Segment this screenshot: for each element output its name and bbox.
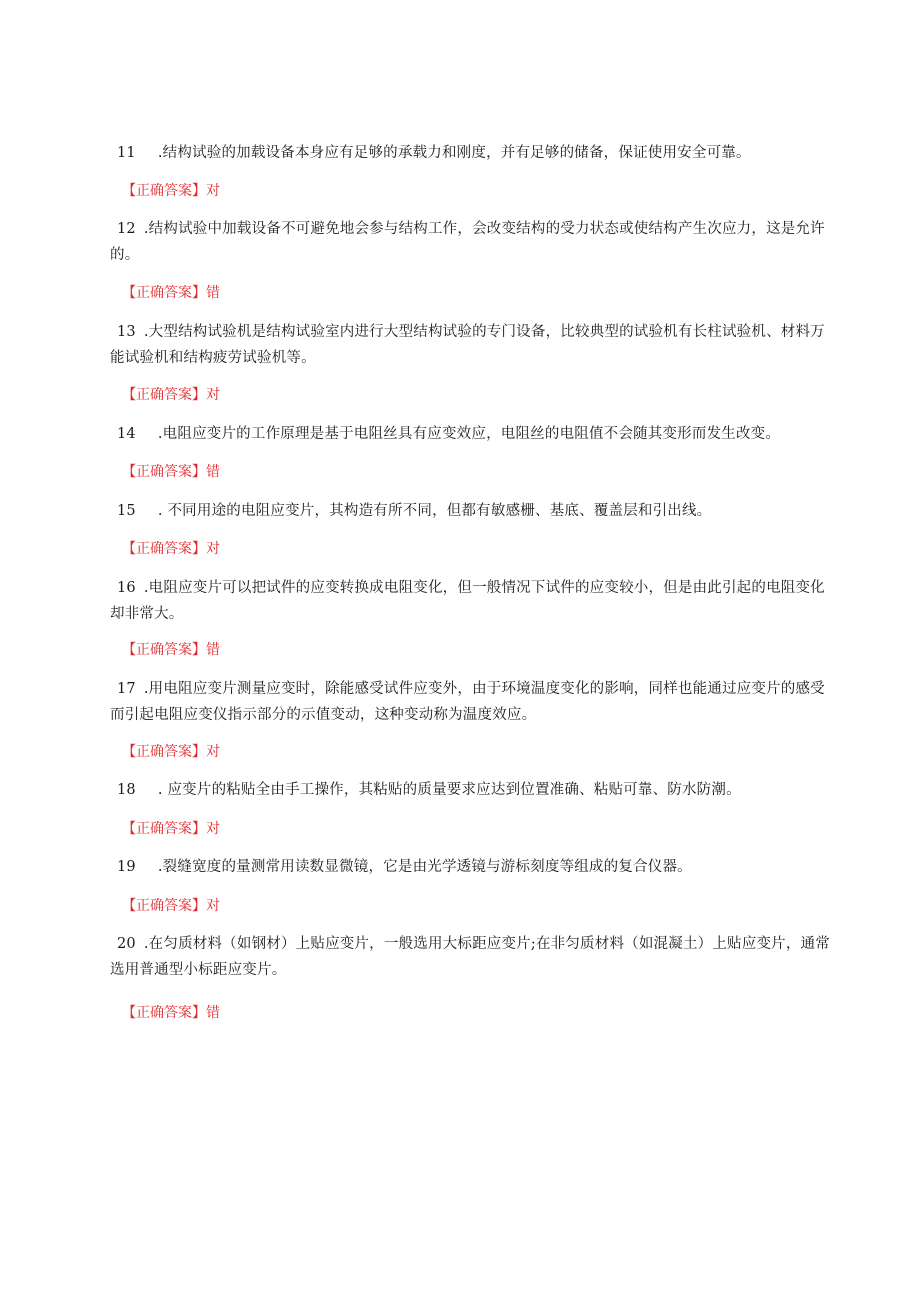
answer-label: 【正确答案】 xyxy=(122,744,206,760)
answer-label: 【正确答案】 xyxy=(122,541,206,557)
question-11 xyxy=(110,140,830,166)
question-number: 19 xyxy=(117,859,136,875)
answer-16 xyxy=(122,640,220,660)
answer-17 xyxy=(122,742,220,762)
question-15 xyxy=(110,498,830,524)
answer-value: 错 xyxy=(206,642,220,658)
question-12 xyxy=(110,216,830,268)
question-number: 18 xyxy=(117,782,136,798)
answer-19 xyxy=(122,896,220,916)
question-number: 17 xyxy=(117,681,136,697)
answer-value: 对 xyxy=(206,821,220,837)
answer-label: 【正确答案】 xyxy=(122,642,206,658)
answer-label: 【正确答案】 xyxy=(122,285,206,301)
question-number: 16 xyxy=(117,580,136,596)
question-20 xyxy=(110,931,830,983)
question-number: 13 xyxy=(117,324,136,340)
question-number: 14 xyxy=(117,426,136,442)
answer-value: 对 xyxy=(206,898,220,914)
answer-value: 对 xyxy=(206,183,220,199)
answer-14 xyxy=(122,462,220,482)
question-number: 11 xyxy=(117,145,136,161)
answer-11 xyxy=(122,181,220,201)
question-13 xyxy=(110,319,830,371)
answer-label: 【正确答案】 xyxy=(122,821,206,837)
question-number: 20 xyxy=(117,936,136,952)
question-text: .裂缝宽度的量测常用读数显微镜，它是由光学透镜与游标刻度等组成的复合仪器。 xyxy=(157,859,692,875)
question-number: 15 xyxy=(117,503,136,519)
answer-value: 错 xyxy=(206,1005,220,1021)
question-text: .结构试验的加载设备本身应有足够的承载力和刚度，并有足够的储备，保证使用安全可靠。 xyxy=(157,145,751,161)
answer-18 xyxy=(122,819,220,839)
question-text: .电阻应变片可以把试件的应变转换成电阻变化，但一般情况下试件的应变较小，但是由此引起的电阻变化却非常大。 xyxy=(110,580,825,622)
answer-13 xyxy=(122,385,220,405)
question-14 xyxy=(110,421,830,447)
question-17 xyxy=(110,676,830,728)
answer-label: 【正确答案】 xyxy=(122,387,206,403)
question-19 xyxy=(110,854,830,880)
question-text: . 应变片的粘贴全由手工操作，其粘贴的质量要求应达到位置准确、粘贴可靠、防水防潮。 xyxy=(157,782,741,798)
answer-label: 【正确答案】 xyxy=(122,183,206,199)
answer-value: 错 xyxy=(206,285,220,301)
answer-value: 对 xyxy=(206,387,220,403)
question-18 xyxy=(110,777,830,803)
question-text: .结构试验中加载设备不可避免地会参与结构工作，会改变结构的受力状态或使结构产生次应力，这是允许的。 xyxy=(110,221,825,263)
answer-value: 对 xyxy=(206,541,220,557)
question-text: .大型结构试验机是结构试验室内进行大型结构试验的专门设备，比较典型的试验机有长柱试验机、材料万能试验机和结构疲劳试验机等。 xyxy=(110,324,825,366)
question-text: .用电阻应变片测量应变时，除能感受试件应变外，由于环境温度变化的影响，同样也能通过应变片的感受而引起电阻应变仪指示部分的示值变动，这种变动称为温度效应。 xyxy=(110,681,825,723)
answer-value: 错 xyxy=(206,464,220,480)
answer-label: 【正确答案】 xyxy=(122,1005,206,1021)
answer-12 xyxy=(122,283,220,303)
question-number: 12 xyxy=(117,221,136,237)
answer-value: 对 xyxy=(206,744,220,760)
answer-15 xyxy=(122,539,220,559)
question-text: . 不同用途的电阻应变片，其构造有所不同，但都有敏感栅、基底、覆盖层和引出线。 xyxy=(157,503,712,519)
question-text: .在匀质材料（如钢材）上贴应变片，一般选用大标距应变片;在非匀质材料（如混凝土）上贴应变片，通常选用普通型小标距应变片。 xyxy=(110,936,830,978)
answer-label: 【正确答案】 xyxy=(122,898,206,914)
question-16 xyxy=(110,575,830,627)
question-text: .电阻应变片的工作原理是基于电阻丝具有应变效应，电阻丝的电阻值不会随其变形而发生改变。 xyxy=(157,426,781,442)
answer-20 xyxy=(122,1003,220,1023)
answer-label: 【正确答案】 xyxy=(122,464,206,480)
